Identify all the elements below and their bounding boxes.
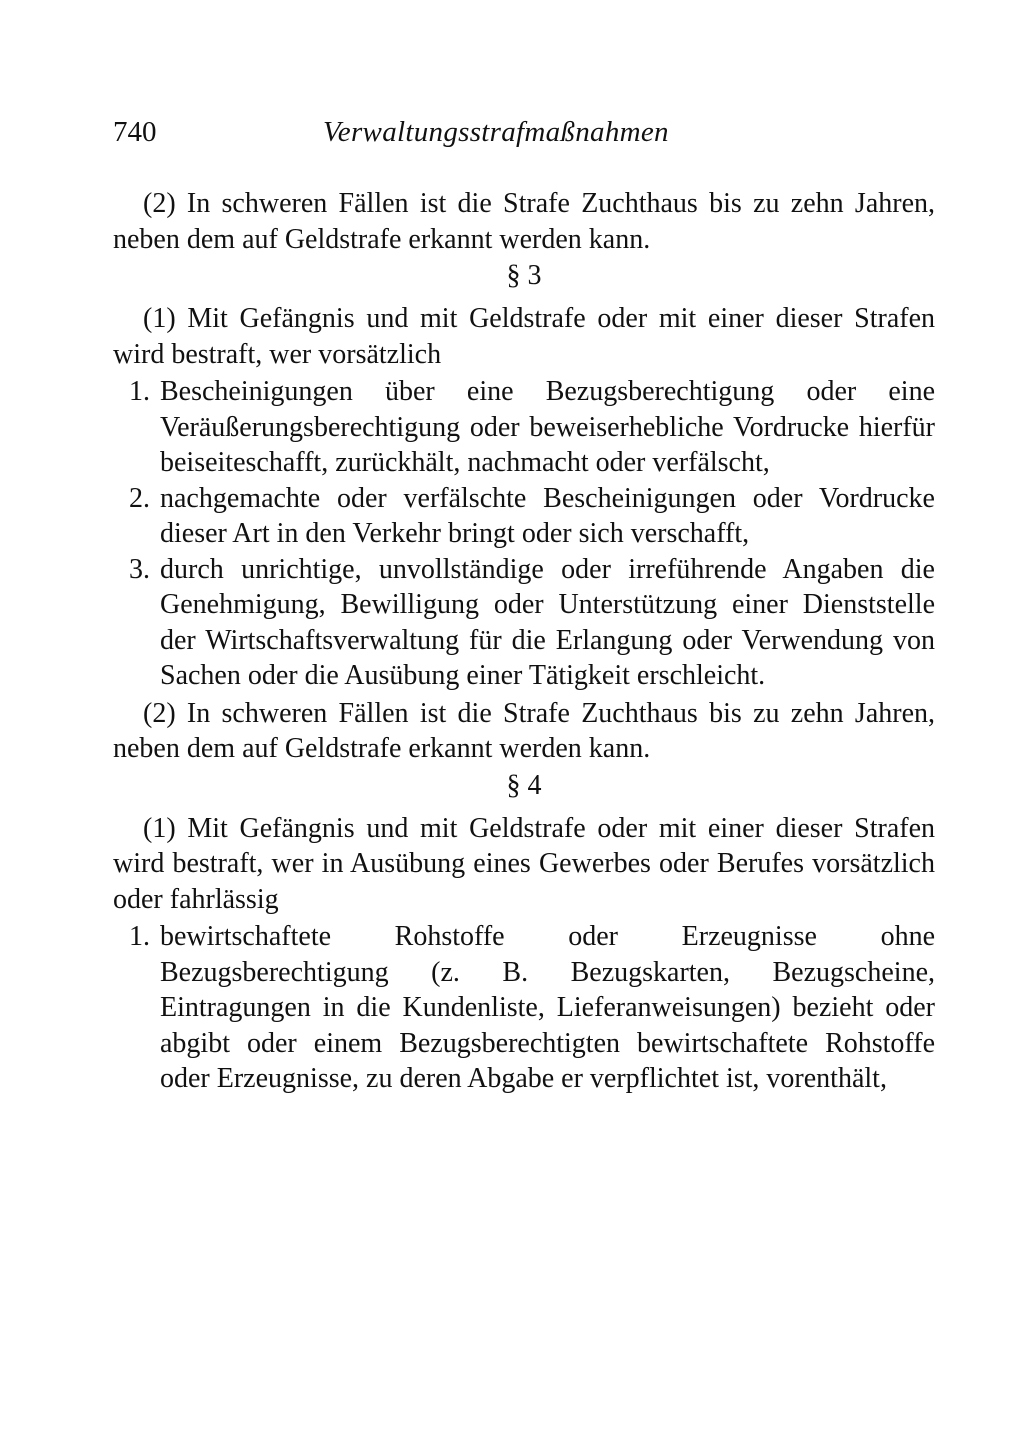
section-3-paragraph-2: (2) In schweren Fällen ist die Strafe Zuchthaus bis zu zehn Jahren, neben dem auf Geldstrafe erkannt werden kann. — [113, 697, 935, 764]
list-item — [113, 374, 935, 481]
section-heading-3: § 3 — [506, 260, 542, 291]
section-4-paragraph-1: (1) Mit Gefängnis und mit Geldstrafe oder mit einer dieser Strafen wird bestraft, wer in Ausübung eines Gewerbes oder Berufes vorsätzlich oder fahrlässig — [113, 812, 935, 915]
list-item-number: 2. — [129, 482, 150, 514]
list-item-text: nachgemachte oder verfälschte Bescheinigungen oder Vordrucke dieser Art in den Verkehr bringt oder sich verschafft, — [160, 482, 935, 549]
list-item-number: 1. — [129, 376, 150, 407]
page-number: 740 — [113, 116, 157, 148]
list-item-number: 1. — [129, 921, 150, 952]
intro-paragraph: (2) In schweren Fällen ist die Strafe Zuchthaus bis zu zehn Jahren, neben dem auf Geldstrafe erkannt werden kann. — [113, 188, 935, 255]
section-heading-4: § 4 — [506, 769, 542, 801]
section-3-paragraph-1: (1) Mit Gefängnis und mit Geldstrafe oder mit einer dieser Strafen wird bestraft, wer vorsätzlich — [113, 303, 935, 370]
section-4-item-list — [113, 919, 935, 1097]
running-title: Verwaltungsstrafmaßnahmen — [323, 116, 669, 148]
list-item — [113, 552, 935, 694]
list-item-number: 3. — [129, 553, 150, 585]
list-item — [113, 919, 935, 1097]
list-item-text: bewirtschaftete Rohstoffe oder Erzeugnisse ohne Bezugsberechtigung (z. B. Bezugskarten, Bezugscheine, Eintragungen in die Kundenliste, Lieferanweisungen) bezieht oder abgibt oder einem Bezugsberechtigten bewirtschaftete Rohstoffe oder Erzeugnisse, zu deren Abgabe er verpflichtet ist, vorenthält, — [160, 921, 935, 1094]
section-3-item-list — [113, 374, 935, 694]
list-item-text: durch unrichtige, unvollständige oder irreführende Angaben die Genehmigung, Bewilligung oder Unterstützung einer Dienststelle der Wirtschaftsverwaltung für die Erlangung oder Verwendung von Sachen oder die Ausübung einer Tätigkeit erschleicht. — [160, 553, 935, 691]
page-header — [113, 112, 933, 152]
list-item — [113, 481, 935, 552]
body-text — [113, 186, 935, 1099]
list-item-text: Bescheinigungen über eine Bezugsberechtigung oder eine Veräußerungsberechtigung oder beweiserhebliche Vordrucke hierfür beiseiteschafft, zurückhält, nachmacht oder verfälscht, — [160, 376, 935, 478]
